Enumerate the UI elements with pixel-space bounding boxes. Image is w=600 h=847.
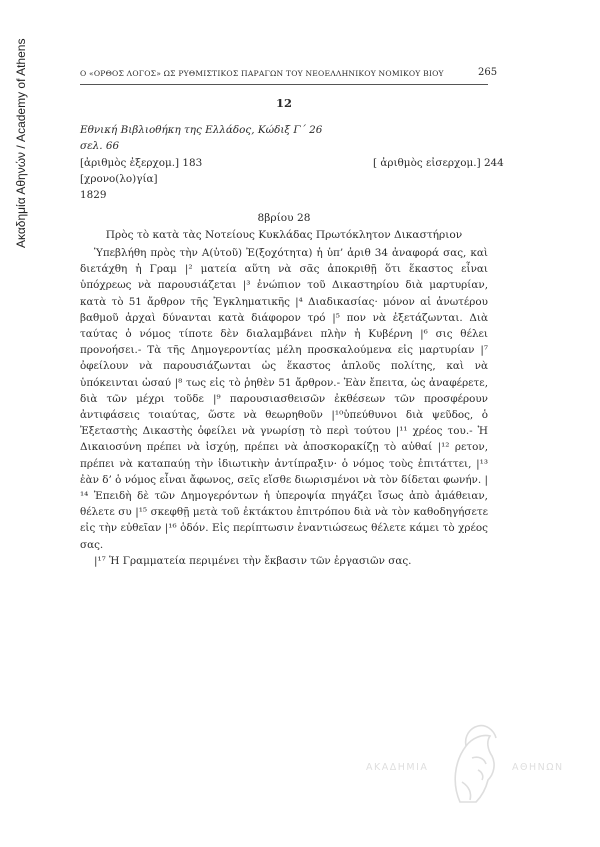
page-number: 265 xyxy=(478,67,498,78)
source-line-1: Εθνική Βιβλιοθήκη της Ελλάδος, Κώδιξ Γ΄ 26 xyxy=(80,124,323,136)
watermark-right-label: ΑΘΗΝΩΝ xyxy=(512,762,564,773)
watermark-left-label: ΑΚΑΔΗΜΙΑ xyxy=(366,762,429,773)
outgoing-number: [ἀριθμὸς ἐξερχομ.] 183 xyxy=(80,157,203,169)
academy-watermark xyxy=(362,722,572,812)
sidebar-credit-text: Ακαδημία Αθηνών / Academy of Athens xyxy=(14,38,28,248)
chronology-label: [χρονο(λο)γία] xyxy=(80,173,158,185)
body-paragraph-2: |¹⁷ Ἡ Γραμματεία περιμένει τὴν ἔκβασιν τῶν ἐργασιῶν σας. xyxy=(94,554,412,567)
document-body xyxy=(80,245,488,569)
document-number: 12 xyxy=(275,96,292,110)
source-line-2: σελ. 66 xyxy=(80,140,120,152)
document-year: 1829 xyxy=(80,189,107,201)
body-paragraph-1: Ὑπεβλήθη πρὸς τὴν Α(ὐτοῦ) Ἐ(ξοχότητα) ἡ ὑπ’ ἀριθ 34 ἀναφορά σας, καὶ διετάχθη ἡ Γραμ |² ματεία αὕτη νὰ σᾶς ἀποκριθῇ ὅτι ἕκαστος εἶναι ὑπόχρεως νὰ παρουσιάζεται |³ ἐνώπιον τοῦ Δικαστηρίου διὰ μαρτυρίαν, κατὰ τὸ 51 ἄρθρον τῆς Ἐγκληματικῆς |⁴ Διαδικασίας· μόνον αἱ ἀνωτέρου βαθμοῦ ἀρχαὶ δύνανται κατὰ διάφορον τρό |⁵ πον νὰ ἐξετάζωνται. Διὰ ταύτας ὁ νόμος τίποτε δὲν διαλαμβάνει πλὴν ἡ Κυβέρνη |⁶ σις θέλει προνοήσει.- Τὰ τῆς Δημογεροντίας μέλη προσκαλούμενα εἰς μαρτυρίαν |⁷ ὀφείλουν νὰ παρουσιάζωνται ὡς ἕκαστος ἁπλοῦς πολίτης, καὶ νὰ ὑπόκεινται ὡσαύ |⁸ τως εἰς τὸ ῥηθὲν 51 ἄρθρον.- Ἐὰν ἔπειτα, ὡς ἀναφέρετε, διὰ τῶν μέχρι τοῦδε |⁹ παρουσιασθεισῶν ἐκθέσεων τῶν προσφέρουν ἀντιφάσεις τοιαύτας, ὥστε νὰ θεωρηθοῦν |¹⁰ὑπεύθυνοι διὰ ψεῦδος, ὁ Ἐξεταστὴς Δικαστὴς ὀφείλει νὰ γνωρίσῃ τὸ περὶ τούτου |¹¹ χρέος του.- Ἡ Δικαιοσύνη πρέπει νὰ ἰσχύῃ, πρέπει νὰ ἀποσκορακίζῃ τὸ αὐθαί |¹² ρετον, πρέπει νὰ καταπαύῃ τὴν ἰδιωτικὴν ἀντίπραξιν· ὁ νόμος τοὺς ἐπιτάττει, |¹³ ἐὰν δ’ ὁ νόμος εἶναι ἄφωνος, σεῖς εἴσθε διωρισμένοι νὰ τὸν δίδεται φωνήν. |¹⁴ Ἐπειδὴ δὲ τῶν Δημογερόντων ἡ ὑπεροψία πηγάζει ἴσως ἀπὸ ἀμάθειαν, θέλετε συ |¹⁵ σκεφθῇ μετὰ τοῦ ἐκτάκτου ἐπιτρόπου διὰ νὰ τὸν καθοδηγήσετε εἰς τὴν εὐθεῖαν |¹⁶ ὁδόν. Εἰς περίπτωσιν ἐναντιώσεως θέλετε κάμει τὸ χρέος σας. xyxy=(80,247,488,551)
header-rule xyxy=(80,84,488,85)
incoming-number: [ ἀριθμὸς εἰσερχομ.] 244 xyxy=(373,157,504,169)
document-addressee: Πρὸς τὸ κατὰ τὰς Νοτείους Κυκλάδας Πρωτόκλητον Δικαστήριον xyxy=(105,229,463,241)
athena-head-icon xyxy=(442,722,506,810)
document-date: 8βρίου 28 xyxy=(257,212,311,224)
sidebar-credit xyxy=(14,0,40,847)
running-head: Ο «ΟΡΘΟΣ ΛΟΓΟΣ» ΩΣ ΡΥΘΜΙΣΤΙΚΟΣ ΠΑΡΑΓΩΝ ΤΟΥ ΝΕΟΕΛΛΗΝΙΚΟΥ ΝΟΜΙΚΟΥ ΒΙΟΥ xyxy=(80,69,444,78)
